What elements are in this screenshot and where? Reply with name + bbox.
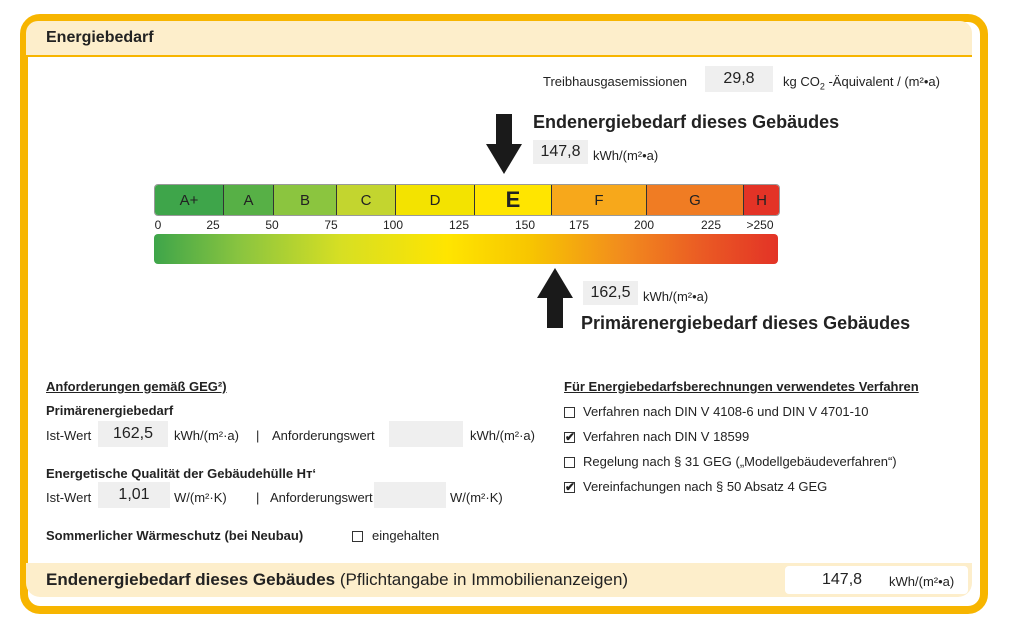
scale-tick: 225 xyxy=(700,218,722,232)
gradient-bar xyxy=(154,234,778,264)
envelope-ist-label: Ist-Wert xyxy=(46,490,92,505)
footer-value: 147,8 xyxy=(822,571,863,588)
energy-class-a-plus: A+ xyxy=(155,185,224,215)
scale-tick: 100 xyxy=(382,218,404,232)
summer-checkbox[interactable] xyxy=(352,531,363,542)
separator: | xyxy=(256,490,260,505)
footer-title xyxy=(46,570,628,590)
energy-class-scale xyxy=(154,184,780,216)
primary-ist-unit: kWh/(m²·a) xyxy=(174,428,239,443)
energy-class-e: E xyxy=(475,185,552,215)
footer-title-bold: Endenergiebedarf dieses Gebäudes xyxy=(46,570,336,589)
ghg-label: Treibhausgasemissionen xyxy=(543,74,688,89)
scale-tick: 200 xyxy=(633,218,655,232)
separator: | xyxy=(256,428,260,443)
primary-energy-unit: kWh/(m²•a) xyxy=(643,289,709,304)
card-header xyxy=(26,21,972,57)
scale-tick: 25 xyxy=(206,218,220,232)
page-title: Energiebedarf xyxy=(46,29,154,46)
scale-tick: 175 xyxy=(568,218,590,232)
energy-class-c: C xyxy=(337,185,396,215)
footer-unit: kWh/(m²•a) xyxy=(889,574,955,589)
scale-tick: >250 xyxy=(746,218,774,232)
envelope-req-label: Anforderungswert xyxy=(270,490,373,505)
method-checkbox[interactable] xyxy=(564,457,575,468)
methods-heading: Für Energiebedarfsberechnungen verwendetes Verfahren xyxy=(564,379,919,394)
energy-class-h: H xyxy=(744,185,779,215)
primary-energy-title: Primärenergiebedarf dieses Gebäudes xyxy=(581,313,911,333)
requirements-heading: Anforderungen gemäß GEG²) xyxy=(46,379,227,394)
envelope-heading: Energetische Qualität der Gebäudehülle Hᴛ‘ xyxy=(46,466,317,481)
primary-req-unit: kWh/(m²·a) xyxy=(470,428,535,443)
primary-ist-label: Ist-Wert xyxy=(46,428,92,443)
method-checkbox[interactable]: ✔ xyxy=(565,480,576,494)
method-label: Regelung nach § 31 GEG („Modellgebäudeverfahren“) xyxy=(583,454,897,469)
scale-tick: 75 xyxy=(324,218,338,232)
scale-ticks xyxy=(154,218,778,232)
summer-checkbox-label: eingehalten xyxy=(372,528,440,543)
scale-tick: 125 xyxy=(448,218,470,232)
energy-class-a: A xyxy=(224,185,274,215)
ghg-unit: kg $CO_2$ -Äquivalent / (m²•a) xyxy=(783,74,940,92)
end-energy-value: 147,8 xyxy=(533,140,588,164)
end-energy-unit: kWh/(m²•a) xyxy=(593,148,659,163)
primary-ist-field: 162,5 xyxy=(98,421,168,447)
end-energy-title: Endenergiebedarf dieses Gebäudes xyxy=(533,112,840,132)
method-label: Verfahren nach DIN V 18599 xyxy=(583,429,750,444)
scale-tick: 150 xyxy=(514,218,536,232)
end-energy-arrow-icon xyxy=(486,114,522,174)
primary-req-field xyxy=(389,421,463,447)
envelope-req-field xyxy=(374,482,446,508)
envelope-req-unit: W/(m²·K) xyxy=(450,490,503,505)
energy-class-b: B xyxy=(274,185,337,215)
scale-tick: 50 xyxy=(265,218,279,232)
summer-label: Sommerlicher Wärmeschutz (bei Neubau) xyxy=(46,528,304,543)
method-label: Verfahren nach DIN V 4108-6 und DIN V 4701-10 xyxy=(583,404,869,419)
primary-energy-arrow-icon xyxy=(537,268,573,328)
primary-req-heading: Primärenergiebedarf xyxy=(46,403,174,418)
method-checkbox[interactable]: ✔ xyxy=(565,430,576,444)
energy-class-g: G xyxy=(647,185,744,215)
method-checkbox[interactable] xyxy=(564,407,575,418)
envelope-ist-field: 1,01 xyxy=(98,482,170,508)
primary-energy-value: 162,5 xyxy=(583,281,638,305)
footer-title-note: (Pflichtangabe in Immobilienanzeigen) xyxy=(339,570,629,589)
scale-tick: 0 xyxy=(154,218,162,232)
ghg-value: 29,8 xyxy=(705,66,773,92)
energy-class-d: D xyxy=(396,185,475,215)
envelope-ist-unit: W/(m²·K) xyxy=(174,490,227,505)
energy-class-f: F xyxy=(552,185,647,215)
primary-req-label: Anforderungswert xyxy=(272,428,375,443)
method-label: Vereinfachungen nach § 50 Absatz 4 GEG xyxy=(583,479,828,494)
